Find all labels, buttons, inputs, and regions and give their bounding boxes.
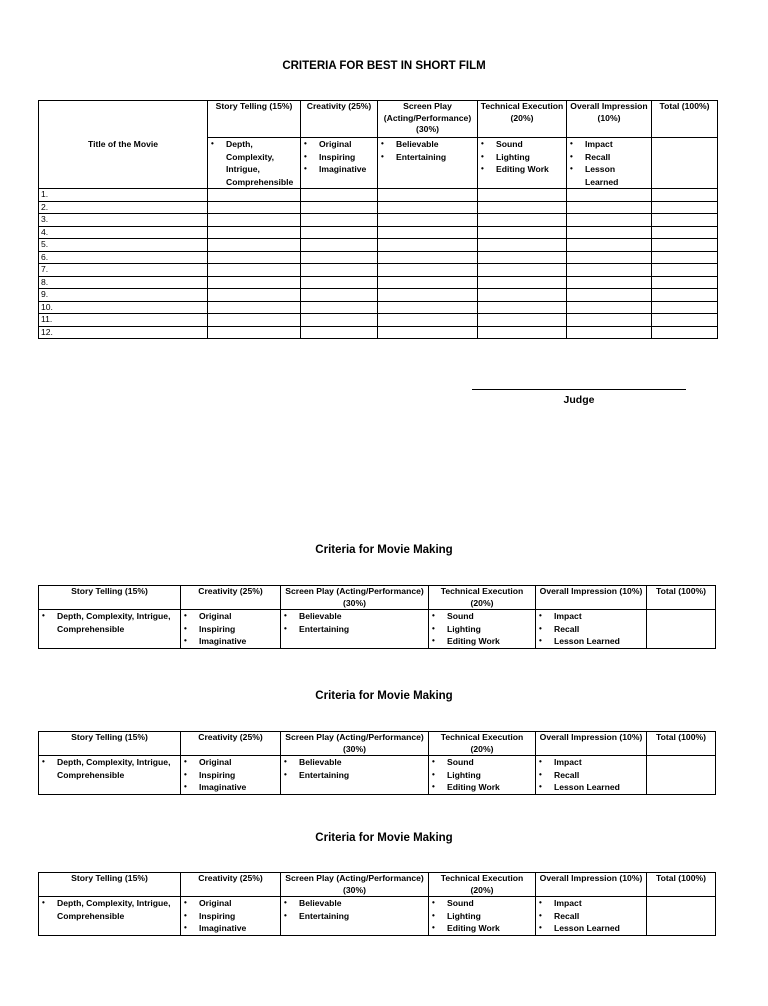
criteria-item [41, 610, 178, 635]
criteria-text: Lighting [496, 151, 530, 162]
table-row [39, 326, 718, 339]
criteria-total [652, 138, 718, 189]
criteria-item [538, 635, 644, 648]
criteria-item [431, 610, 533, 623]
score-cell[interactable] [378, 226, 478, 239]
criteria-text: Sound [447, 757, 474, 767]
score-cell[interactable] [208, 264, 301, 277]
score-cell[interactable] [478, 276, 567, 289]
header-technical-execution: Technical Execution (20%) [429, 732, 536, 756]
header-total: Total (100%) [647, 873, 716, 897]
bullet-icon: • [184, 769, 187, 779]
judge-signature-line [472, 389, 686, 390]
criteria-text: Imaginative [199, 636, 247, 646]
score-cell[interactable] [478, 189, 567, 202]
score-cell[interactable] [208, 251, 301, 264]
score-cell[interactable] [478, 201, 567, 214]
row-number: 9. [39, 289, 208, 302]
bullet-icon: • [42, 898, 45, 907]
bullet-icon: • [432, 923, 435, 932]
score-cell[interactable] [301, 226, 378, 239]
row-number: 12. [39, 326, 208, 339]
table-row [39, 214, 718, 227]
bullet-icon: • [304, 164, 307, 173]
score-cell[interactable] [478, 251, 567, 264]
criteria-total [647, 897, 716, 936]
criteria-item [303, 151, 375, 164]
score-cell[interactable] [478, 226, 567, 239]
header-creativity: Creativity (25%) [181, 586, 281, 610]
bullet-icon: • [481, 164, 484, 173]
bullet-icon: • [432, 611, 435, 620]
score-cell[interactable] [478, 326, 567, 339]
criteria-story [39, 897, 181, 936]
section-title-1: Criteria for Movie Making [315, 544, 453, 556]
score-cell[interactable] [301, 314, 378, 327]
score-cell[interactable] [301, 189, 378, 202]
criteria-item [183, 610, 278, 623]
header-overall-impression: Overall Impression (10%) [536, 586, 647, 610]
criteria-item [283, 623, 426, 636]
header-creativity: Creativity (25%) [181, 873, 281, 897]
bullet-icon: • [570, 139, 573, 148]
header-total: Total (100%) [647, 586, 716, 610]
score-cell[interactable] [208, 326, 301, 339]
criteria-text: Believable [299, 898, 342, 908]
header-technical-execution: Technical Execution (20%) [478, 101, 567, 138]
bullet-icon: • [184, 923, 187, 932]
criteria-screenplay [281, 897, 429, 936]
header-technical-execution: Technical Execution (20%) [429, 873, 536, 897]
criteria-creativity [181, 897, 281, 936]
criteria-text: Lesson Learned [585, 164, 619, 187]
bullet-icon: • [284, 769, 287, 779]
criteria-text: Original [199, 757, 232, 767]
score-cell[interactable] [652, 301, 718, 314]
score-cell[interactable] [301, 326, 378, 339]
criteria-item [183, 781, 278, 794]
bullet-icon: • [381, 139, 384, 148]
criteria-text: Depth, Complexity, Intrigue, Comprehensible [226, 139, 294, 187]
criteria-text: Entertaining [299, 769, 350, 780]
criteria-item [538, 623, 644, 636]
movie-making-criteria-table-1 [38, 585, 716, 649]
criteria-text: Inspiring [199, 623, 236, 634]
criteria-item [183, 922, 278, 935]
criteria-item [283, 756, 426, 769]
bullet-icon: • [570, 151, 573, 161]
bullet-icon: • [539, 898, 542, 907]
bullet-icon: • [184, 623, 187, 633]
criteria-item [480, 151, 564, 164]
score-cell[interactable] [652, 289, 718, 302]
bullet-icon: • [284, 757, 287, 766]
criteria-item [569, 138, 649, 151]
criteria-story [39, 610, 181, 649]
table-row [39, 226, 718, 239]
bullet-icon: • [42, 611, 45, 620]
score-cell[interactable] [301, 239, 378, 252]
score-cell[interactable] [301, 201, 378, 214]
header-total: Total (100%) [647, 732, 716, 756]
header-story-telling: Story Telling (15%) [39, 873, 181, 897]
bullet-icon: • [432, 757, 435, 766]
bullet-icon: • [432, 623, 435, 633]
table-row [39, 276, 718, 289]
criteria-item [538, 781, 644, 794]
score-cell[interactable] [208, 276, 301, 289]
criteria-item [538, 756, 644, 769]
header-creativity: Creativity (25%) [301, 101, 378, 138]
bullet-icon: • [432, 636, 435, 645]
criteria-impact [536, 897, 647, 936]
criteria-screenplay [281, 610, 429, 649]
criteria-text: Depth, Complexity, Intrigue, Comprehensible [57, 757, 171, 780]
score-cell[interactable] [478, 289, 567, 302]
criteria-text: Depth, Complexity, Intrigue, Comprehensible [57, 898, 171, 921]
bullet-icon: • [184, 636, 187, 645]
criteria-item [569, 151, 649, 164]
criteria-story [208, 138, 301, 189]
score-cell[interactable] [208, 201, 301, 214]
header-screen-play: Screen Play (Acting/Performance) (30%) [281, 873, 429, 897]
criteria-screenplay [281, 756, 429, 795]
criteria-item [538, 610, 644, 623]
header-title-of-movie: Title of the Movie [39, 101, 208, 189]
score-cell[interactable] [567, 264, 652, 277]
bullet-icon: • [42, 757, 45, 766]
criteria-text: Editing Work [496, 164, 549, 174]
criteria-item [431, 769, 533, 782]
criteria-text: Recall [554, 910, 580, 921]
score-cell[interactable] [301, 251, 378, 264]
score-cell[interactable] [478, 239, 567, 252]
bullet-icon: • [539, 636, 542, 645]
score-cell[interactable] [652, 189, 718, 202]
score-cell[interactable] [208, 289, 301, 302]
bullet-icon: • [304, 151, 307, 161]
criteria-text: Believable [299, 757, 342, 767]
bullet-icon: • [539, 782, 542, 791]
movie-making-criteria-table-2 [38, 731, 716, 795]
criteria-item [480, 163, 564, 176]
bullet-icon: • [432, 782, 435, 791]
criteria-impact [567, 138, 652, 189]
bullet-icon: • [539, 910, 542, 920]
bullet-icon: • [284, 910, 287, 920]
score-cell[interactable] [567, 201, 652, 214]
score-cell[interactable] [652, 201, 718, 214]
header-screen-play: Screen Play (Acting/Performance) (30%) [281, 732, 429, 756]
criteria-text: Entertaining [299, 910, 350, 921]
criteria-text: Lighting [447, 910, 481, 921]
bullet-icon: • [539, 769, 542, 779]
criteria-text: Sound [447, 611, 474, 621]
criteria-text: Entertaining [299, 623, 350, 634]
score-cell[interactable] [567, 214, 652, 227]
criteria-text: Inspiring [199, 769, 236, 780]
score-cell[interactable] [378, 314, 478, 327]
criteria-text: Original [199, 898, 232, 908]
criteria-item [283, 769, 426, 782]
bullet-icon: • [184, 611, 187, 620]
criteria-text: Inspiring [199, 910, 236, 921]
criteria-screenplay [378, 138, 478, 189]
criteria-item [431, 922, 533, 935]
score-cell[interactable] [208, 314, 301, 327]
criteria-item [431, 781, 533, 794]
score-cell[interactable] [378, 214, 478, 227]
criteria-creativity [301, 138, 378, 189]
criteria-item [380, 138, 475, 151]
table-row [39, 189, 718, 202]
criteria-item [41, 756, 178, 781]
criteria-text: Believable [396, 139, 439, 149]
criteria-item [431, 635, 533, 648]
section-title-3: Criteria for Movie Making [315, 832, 453, 844]
judge-label: Judge [563, 394, 595, 406]
table-row [39, 289, 718, 302]
criteria-text: Impact [554, 611, 582, 621]
criteria-item [538, 922, 644, 935]
score-cell[interactable] [208, 189, 301, 202]
score-cell[interactable] [652, 226, 718, 239]
criteria-item [569, 163, 649, 188]
score-cell[interactable] [652, 276, 718, 289]
table-row [39, 239, 718, 252]
bullet-icon: • [432, 910, 435, 920]
criteria-item [183, 623, 278, 636]
criteria-item [183, 769, 278, 782]
criteria-text: Believable [299, 611, 342, 621]
score-cell[interactable] [652, 264, 718, 277]
score-cell[interactable] [567, 239, 652, 252]
score-cell[interactable] [478, 264, 567, 277]
bullet-icon: • [184, 757, 187, 766]
score-cell[interactable] [567, 326, 652, 339]
criteria-item [283, 897, 426, 910]
criteria-item [303, 138, 375, 151]
bullet-icon: • [539, 757, 542, 766]
row-number: 10. [39, 301, 208, 314]
header-screen-play: Screen Play (Acting/Performance) (30%) [281, 586, 429, 610]
score-cell[interactable] [378, 251, 478, 264]
movie-making-criteria-table-3 [38, 872, 716, 936]
header-screen-play: Screen Play (Acting/Performance) (30%) [378, 101, 478, 138]
criteria-item [283, 610, 426, 623]
score-cell[interactable] [378, 239, 478, 252]
score-cell[interactable] [652, 326, 718, 339]
header-overall-impression: Overall Impression (10%) [536, 732, 647, 756]
score-cell[interactable] [567, 189, 652, 202]
criteria-technical [429, 897, 536, 936]
criteria-item [431, 623, 533, 636]
criteria-text: Lesson Learned [554, 923, 620, 933]
bullet-icon: • [284, 611, 287, 620]
criteria-text: Sound [447, 898, 474, 908]
criteria-text: Recall [554, 623, 580, 634]
table-row [39, 201, 718, 214]
criteria-technical [478, 138, 567, 189]
row-number: 1. [39, 189, 208, 202]
score-cell[interactable] [652, 239, 718, 252]
score-cell[interactable] [652, 314, 718, 327]
bullet-icon: • [184, 782, 187, 791]
criteria-text: Entertaining [396, 151, 447, 162]
bullet-icon: • [304, 139, 307, 148]
main-title: CRITERIA FOR BEST IN SHORT FILM [282, 60, 486, 72]
row-number: 2. [39, 201, 208, 214]
row-number: 3. [39, 214, 208, 227]
short-film-criteria-table [38, 100, 718, 339]
criteria-impact [536, 610, 647, 649]
score-cell[interactable] [567, 251, 652, 264]
table-row [39, 301, 718, 314]
criteria-story [39, 756, 181, 795]
bullet-icon: • [184, 910, 187, 920]
table-row [39, 314, 718, 327]
score-cell[interactable] [567, 226, 652, 239]
criteria-impact [536, 756, 647, 795]
criteria-item [431, 756, 533, 769]
bullet-icon: • [481, 139, 484, 148]
criteria-item [538, 769, 644, 782]
criteria-text: Original [199, 611, 232, 621]
criteria-text: Imaginative [199, 923, 247, 933]
criteria-total [647, 756, 716, 795]
criteria-text: Sound [496, 139, 523, 149]
score-cell[interactable] [567, 314, 652, 327]
score-cell[interactable] [478, 314, 567, 327]
score-cell[interactable] [378, 189, 478, 202]
criteria-text: Impact [554, 757, 582, 767]
score-cell[interactable] [567, 276, 652, 289]
criteria-item [183, 756, 278, 769]
bullet-icon: • [539, 623, 542, 633]
criteria-text: Impact [554, 898, 582, 908]
score-cell[interactable] [301, 214, 378, 227]
bullet-icon: • [481, 151, 484, 161]
header-story-telling: Story Telling (15%) [39, 732, 181, 756]
criteria-text: Inspiring [319, 151, 356, 162]
bullet-icon: • [284, 623, 287, 633]
table-row [39, 264, 718, 277]
criteria-text: Imaginative [319, 164, 367, 174]
criteria-item [431, 910, 533, 923]
criteria-item [183, 910, 278, 923]
header-story-telling: Story Telling (15%) [39, 586, 181, 610]
bullet-icon: • [211, 139, 214, 148]
bullet-icon: • [539, 611, 542, 620]
criteria-item [480, 138, 564, 151]
score-cell[interactable] [301, 276, 378, 289]
bullet-icon: • [432, 769, 435, 779]
bullet-icon: • [570, 164, 573, 173]
criteria-item [303, 163, 375, 176]
criteria-item [183, 635, 278, 648]
criteria-total [647, 610, 716, 649]
criteria-item [538, 910, 644, 923]
criteria-item [283, 910, 426, 923]
row-number: 8. [39, 276, 208, 289]
criteria-technical [429, 610, 536, 649]
score-cell[interactable] [378, 289, 478, 302]
criteria-text: Editing Work [447, 782, 500, 792]
criteria-text: Editing Work [447, 923, 500, 933]
header-story-telling: Story Telling (15%) [208, 101, 301, 138]
criteria-text: Lesson Learned [554, 636, 620, 646]
score-cell[interactable] [478, 301, 567, 314]
criteria-text: Editing Work [447, 636, 500, 646]
score-cell[interactable] [567, 301, 652, 314]
score-cell[interactable] [378, 276, 478, 289]
criteria-item [538, 897, 644, 910]
criteria-creativity [181, 756, 281, 795]
bullet-icon: • [539, 923, 542, 932]
criteria-text: Impact [585, 139, 613, 149]
score-cell[interactable] [652, 214, 718, 227]
score-cell[interactable] [478, 214, 567, 227]
header-technical-execution: Technical Execution (20%) [429, 586, 536, 610]
score-cell[interactable] [208, 301, 301, 314]
score-cell[interactable] [378, 326, 478, 339]
criteria-text: Lighting [447, 623, 481, 634]
row-number: 5. [39, 239, 208, 252]
bullet-icon: • [184, 898, 187, 907]
table-row [39, 251, 718, 264]
score-cell[interactable] [208, 214, 301, 227]
criteria-text: Depth, Complexity, Intrigue, Comprehensible [57, 611, 171, 634]
score-cell[interactable] [378, 301, 478, 314]
score-cell[interactable] [652, 251, 718, 264]
criteria-item [41, 897, 178, 922]
header-creativity: Creativity (25%) [181, 732, 281, 756]
criteria-creativity [181, 610, 281, 649]
score-cell[interactable] [378, 264, 478, 277]
criteria-text: Lesson Learned [554, 782, 620, 792]
header-overall-impression: Overall Impression (10%) [567, 101, 652, 138]
score-cell[interactable] [301, 289, 378, 302]
header-overall-impression: Overall Impression (10%) [536, 873, 647, 897]
row-number: 6. [39, 251, 208, 264]
criteria-item [210, 138, 298, 188]
criteria-item [380, 151, 475, 164]
header-total: Total (100%) [652, 101, 718, 138]
score-cell[interactable] [567, 289, 652, 302]
score-cell[interactable] [301, 301, 378, 314]
row-number: 11. [39, 314, 208, 327]
row-number: 4. [39, 226, 208, 239]
score-cell[interactable] [208, 239, 301, 252]
criteria-text: Original [319, 139, 352, 149]
bullet-icon: • [381, 151, 384, 161]
bullet-icon: • [284, 898, 287, 907]
section-title-2: Criteria for Movie Making [315, 690, 453, 702]
criteria-text: Recall [554, 769, 580, 780]
score-cell[interactable] [378, 201, 478, 214]
bullet-icon: • [432, 898, 435, 907]
criteria-text: Recall [585, 151, 611, 162]
criteria-item [431, 897, 533, 910]
score-cell[interactable] [208, 226, 301, 239]
criteria-item [183, 897, 278, 910]
criteria-technical [429, 756, 536, 795]
criteria-text: Imaginative [199, 782, 247, 792]
row-number: 7. [39, 264, 208, 277]
score-cell[interactable] [301, 264, 378, 277]
criteria-text: Lighting [447, 769, 481, 780]
